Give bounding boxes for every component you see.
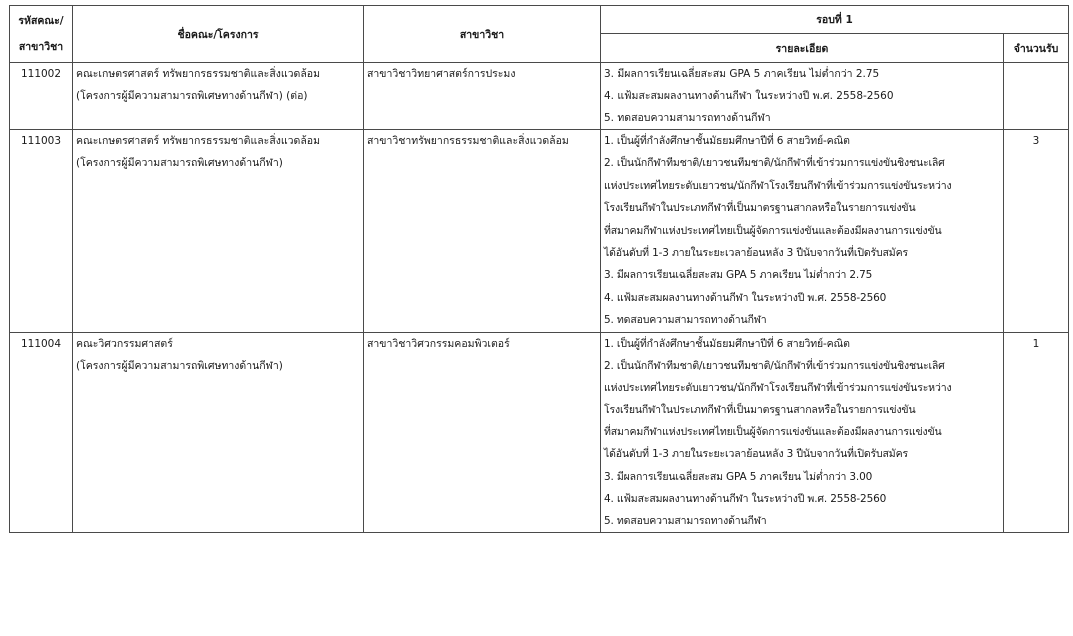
row-count: 3 bbox=[1032, 135, 1040, 147]
row-detail-line: 2. เป็นนักกีฬาทีมชาติ/เยาวชนทีมชาติ/นักกีฬาที่เข้าร่วมการแข่งขันชิงชนะเลิศ bbox=[604, 359, 945, 372]
row-faculty-line: (โครงการผู้มีความสามารถพิเศษทางด้านกีฬา) bbox=[76, 157, 283, 169]
admission-table bbox=[9, 5, 1069, 533]
row-faculty-line: คณะเกษตรศาสตร์ ทรัพยากรธรรมชาติและสิ่งแวดล้อม bbox=[76, 135, 320, 147]
row-detail-line: 3. มีผลการเรียนเฉลี่ยสะสม GPA 5 ภาคเรียน ไม่ต่ำกว่า 2.75 bbox=[604, 269, 873, 282]
row-faculty-line: คณะวิศวกรรมศาสตร์ bbox=[76, 337, 173, 350]
row-faculty-line: (โครงการผู้มีความสามารถพิเศษทางด้านกีฬา) (ต่อ) bbox=[76, 90, 308, 102]
row-detail-line: 3. มีผลการเรียนเฉลี่ยสะสม GPA 5 ภาคเรียน ไม่ต่ำกว่า 2.75 bbox=[604, 68, 880, 80]
table-row bbox=[10, 130, 1069, 333]
row-detail-line: ได้อันดับที่ 1-3 ภายในระยะเวลาย้อนหลัง 3 ปีนับจากวันที่เปิดรับสมัคร bbox=[604, 246, 908, 259]
row-count bbox=[1004, 63, 1068, 85]
row-detail-line: ที่สมาคมกีฬาแห่งประเทศไทยเป็นผู้จัดการแข่งขันและต้องมีผลงานการแข่งขัน bbox=[604, 224, 942, 237]
header-code-line1: รหัสคณะ/ bbox=[18, 15, 64, 27]
row-detail-line: 1. เป็นผู้ที่กำลังศึกษาชั้นมัธยมศึกษาปีที่ 6 สายวิทย์-คณิต bbox=[604, 135, 850, 147]
row-code: 111002 bbox=[20, 68, 62, 80]
row-detail-line: 4. แฟ้มสะสมผลงานทางด้านกีฬา ในระหว่างปี พ.ศ. 2558-2560 bbox=[604, 291, 887, 304]
row-faculty-cell bbox=[73, 63, 364, 130]
header-count: จำนวนรับ bbox=[1004, 34, 1069, 63]
row-major: สาขาวิชาวิศวกรรมคอมพิวเตอร์ bbox=[367, 337, 510, 350]
row-detail-line: ที่สมาคมกีฬาแห่งประเทศไทยเป็นผู้จัดการแข่งขันและต้องมีผลงานการแข่งขัน bbox=[604, 426, 942, 439]
row-detail-line: 4. แฟ้มสะสมผลงานทางด้านกีฬา ในระหว่างปี พ.ศ. 2558-2560 bbox=[604, 492, 887, 505]
row-major: สาขาวิชาทรัพยากรธรรมชาติและสิ่งแวดล้อม bbox=[367, 135, 569, 147]
row-details-cell bbox=[601, 332, 1004, 533]
row-details-cell bbox=[601, 130, 1004, 333]
row-detail-line: 5. ทดสอบความสามารถทางด้านกีฬา bbox=[604, 314, 767, 327]
row-code: 111004 bbox=[20, 337, 62, 350]
row-detail-line: 3. มีผลการเรียนเฉลี่ยสะสม GPA 5 ภาคเรียน ไม่ต่ำกว่า 3.00 bbox=[604, 470, 873, 483]
row-faculty-cell bbox=[73, 332, 364, 533]
header-details: รายละเอียด bbox=[601, 34, 1004, 63]
header-major: สาขาวิชา bbox=[364, 6, 601, 63]
row-count-cell bbox=[1004, 63, 1069, 130]
header-code-line2: สาขาวิชา bbox=[18, 41, 64, 53]
row-count-cell bbox=[1004, 130, 1069, 333]
row-code-cell bbox=[10, 63, 73, 130]
row-major: สาขาวิชาวิทยาศาสตร์การประมง bbox=[367, 68, 516, 80]
header-faculty: ชื่อคณะ/โครงการ bbox=[73, 6, 364, 63]
row-detail-line: แห่งประเทศไทยระดับเยาวชน/นักกีฬาโรงเรียนกีฬาที่เข้าร่วมการแข่งขันระหว่าง bbox=[604, 179, 952, 192]
row-major-cell bbox=[364, 63, 601, 130]
row-code-cell bbox=[10, 332, 73, 533]
header-round: รอบที่ 1 bbox=[601, 6, 1069, 34]
row-detail-line: โรงเรียนกีฬาในประเภทกีฬาที่เป็นมาตรฐานสากลหรือในรายการแข่งขัน bbox=[604, 404, 916, 417]
row-detail-line: 5. ทดสอบความสามารถทางด้านกีฬา bbox=[604, 515, 767, 528]
row-major-cell bbox=[364, 130, 601, 333]
row-detail-line: 1. เป็นผู้ที่กำลังศึกษาชั้นมัธยมศึกษาปีที่ 6 สายวิทย์-คณิต bbox=[604, 337, 850, 350]
row-code: 111003 bbox=[20, 135, 62, 147]
row-detail-line: แห่งประเทศไทยระดับเยาวชน/นักกีฬาโรงเรียนกีฬาที่เข้าร่วมการแข่งขันระหว่าง bbox=[604, 381, 952, 394]
table-row bbox=[10, 63, 1069, 130]
row-faculty-line: คณะเกษตรศาสตร์ ทรัพยากรธรรมชาติและสิ่งแวดล้อม bbox=[76, 68, 320, 80]
row-details-cell bbox=[601, 63, 1004, 130]
header-code bbox=[10, 6, 73, 63]
row-detail-line: ได้อันดับที่ 1-3 ภายในระยะเวลาย้อนหลัง 3 ปีนับจากวันที่เปิดรับสมัคร bbox=[604, 448, 908, 461]
row-faculty-cell bbox=[73, 130, 364, 333]
row-detail-line: 5. ทดสอบความสามารถทางด้านกีฬา bbox=[604, 112, 771, 124]
row-faculty-line: (โครงการผู้มีความสามารถพิเศษทางด้านกีฬา) bbox=[76, 359, 283, 372]
row-code-cell bbox=[10, 130, 73, 333]
row-detail-line: 2. เป็นนักกีฬาทีมชาติ/เยาวชนทีมชาติ/นักกีฬาที่เข้าร่วมการแข่งขันชิงชนะเลิศ bbox=[604, 157, 945, 170]
row-detail-line: 4. แฟ้มสะสมผลงานทางด้านกีฬา ในระหว่างปี พ.ศ. 2558-2560 bbox=[604, 90, 894, 102]
row-count-cell bbox=[1004, 332, 1069, 533]
table-row bbox=[10, 332, 1069, 533]
row-count: 1 bbox=[1032, 337, 1040, 350]
row-detail-line: โรงเรียนกีฬาในประเภทกีฬาที่เป็นมาตรฐานสากลหรือในรายการแข่งขัน bbox=[604, 202, 916, 215]
row-major-cell bbox=[364, 332, 601, 533]
